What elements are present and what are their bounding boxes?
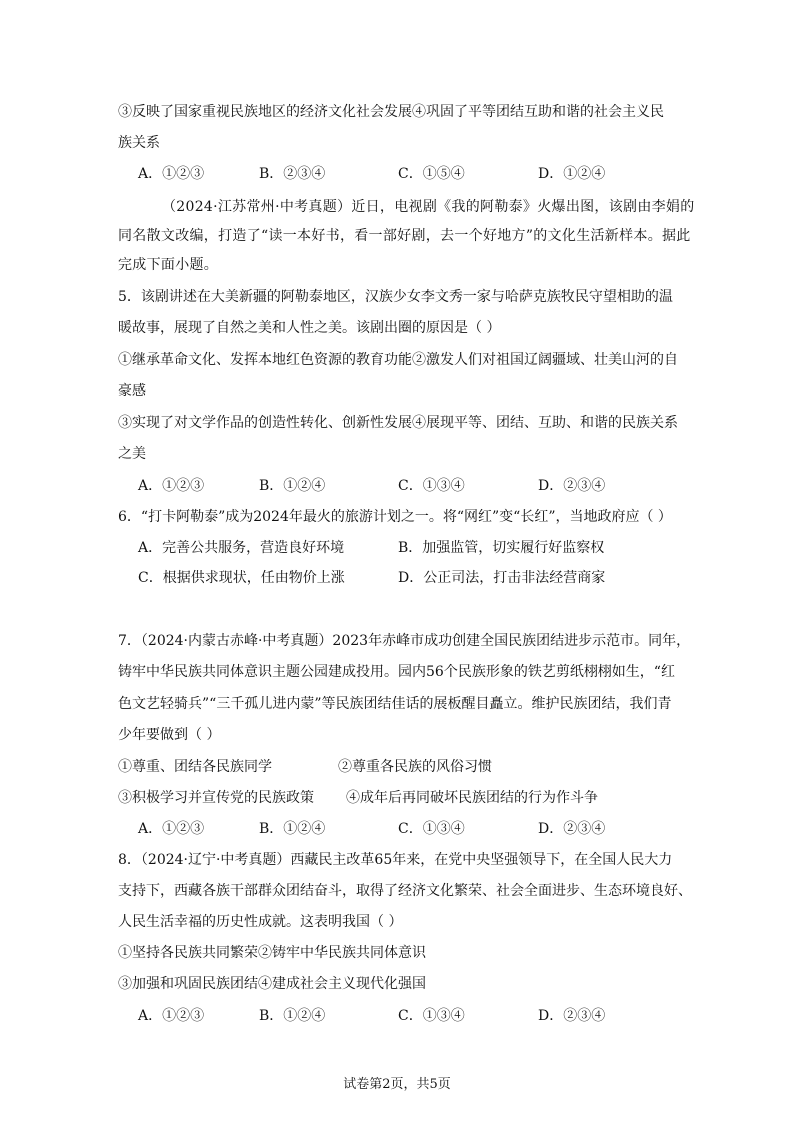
statement-line: ③实现了对文学作品的创造性转化、创新性发展④展现平等、团结、互助、和谐的民族关系: [118, 415, 678, 431]
option-b[interactable]: B．①②④: [259, 478, 326, 494]
statement-line: 之美: [118, 446, 146, 462]
question-7-stem: 少年要做到（ ）: [118, 727, 221, 743]
question-7-stem: 铸牢中华民族共同体意识主题公园建成投用。园内56个民族形象的铁艺剪纸栩栩如生，“红: [118, 664, 675, 680]
question-8-stem: 8．（2024·辽宁·中考真题）西藏民主改革65年来，在党中央坚强领导下，在全国人民大力: [118, 852, 673, 868]
option-a[interactable]: A．完善公共服务，营造良好环境: [138, 540, 345, 556]
statement-line: ③反映了国家重视民族地区的经济文化社会发展④巩固了平等团结互助和谐的社会主义民: [118, 104, 664, 120]
question-5-stem: 暖故事，展现了自然之美和人性之美。该剧出圈的原因是（ ）: [118, 320, 501, 336]
option-d[interactable]: D．①②④: [538, 166, 606, 182]
option-row: [0, 538, 794, 558]
option-row: [0, 819, 794, 839]
passage-line: 同名散文改编，打造了“读一本好书，看一部好剧，去一个好地方”的文化生活新样本。据此: [118, 228, 691, 244]
option-row: [0, 164, 794, 184]
statement-line: ①坚持各民族共同繁荣②铸牢中华民族共同体意识: [118, 945, 426, 961]
option-c[interactable]: C．①③④: [398, 1008, 465, 1024]
passage-line: （2024·江苏常州·中考真题）近日，电视剧《我的阿勒泰》火爆出图，该剧由李娟的: [162, 199, 695, 215]
option-c[interactable]: C．①⑤④: [398, 166, 465, 182]
option-a[interactable]: A．①②③: [138, 821, 205, 837]
option-b[interactable]: B．①②④: [259, 1008, 326, 1024]
statement-line: ③加强和巩固民族团结④建成社会主义现代化强国: [118, 976, 426, 992]
statement-2: ②尊重各民族的风俗习惯: [338, 759, 492, 775]
option-c[interactable]: C．①③④: [398, 478, 465, 494]
option-row: [0, 476, 794, 496]
option-a[interactable]: A．①②③: [138, 166, 205, 182]
question-8-stem: 支持下，西藏各族干部群众团结奋斗，取得了经济文化繁荣、社会全面进步、生态环境良好、: [118, 883, 692, 899]
option-d[interactable]: D．②③④: [538, 1008, 606, 1024]
passage-line: 完成下面小题。: [118, 257, 219, 273]
statement-4: ④成年后再同破坏民族团结的行为作斗争: [346, 790, 598, 806]
question-7-stem: 色文艺轻骑兵”“三千孤儿进内蒙”等民族团结佳话的展板醒目矗立。维护民族团结，我们青: [118, 696, 672, 712]
statement-line: 族关系: [118, 135, 160, 151]
statement-line: 豪感: [118, 383, 146, 399]
question-5-stem: 5．该剧讲述在大美新疆的阿勒泰地区，汉族少女李文秀一家与哈萨克族牧民守望相助的温: [118, 289, 673, 305]
option-c[interactable]: C．根据供求现状，任由物价上涨: [138, 570, 345, 586]
page-footer: 试卷第2页，共5页: [343, 1077, 451, 1092]
question-7-stem: 7．（2024·内蒙古赤峰·中考真题）2023年赤峰市成功创建全国民族团结进步示范市。同年，: [118, 633, 691, 649]
option-d[interactable]: D．②③④: [538, 478, 606, 494]
question-8-stem: 人民生活幸福的历史性成就。这表明我国（ ）: [118, 914, 403, 930]
statement-row: [0, 788, 794, 808]
statement-1: ①尊重、团结各民族同学: [118, 759, 272, 775]
question-6-stem: 6．“打卡阿勒泰”成为2024年最火的旅游计划之一。将“网红”变“长红”，当地政府应（ ）: [118, 509, 672, 525]
option-row: [0, 568, 794, 588]
option-b[interactable]: B．②③④: [259, 166, 326, 182]
option-d[interactable]: D．公正司法，打击非法经营商家: [398, 570, 606, 586]
option-b[interactable]: B．加强监管，切实履行好监察权: [398, 540, 605, 556]
option-d[interactable]: D．②③④: [538, 821, 606, 837]
option-row: [0, 1006, 794, 1026]
statement-3: ③积极学习并宣传党的民族政策: [118, 790, 314, 806]
statement-row: [0, 757, 794, 777]
option-a[interactable]: A．①②③: [138, 1008, 205, 1024]
statement-line: ①继承革命文化、发挥本地红色资源的教育功能②激发人们对祖国辽阔疆域、壮美山河的自: [118, 352, 678, 368]
option-c[interactable]: C．①③④: [398, 821, 465, 837]
option-b[interactable]: B．①②④: [259, 821, 326, 837]
option-a[interactable]: A．①②③: [138, 478, 205, 494]
